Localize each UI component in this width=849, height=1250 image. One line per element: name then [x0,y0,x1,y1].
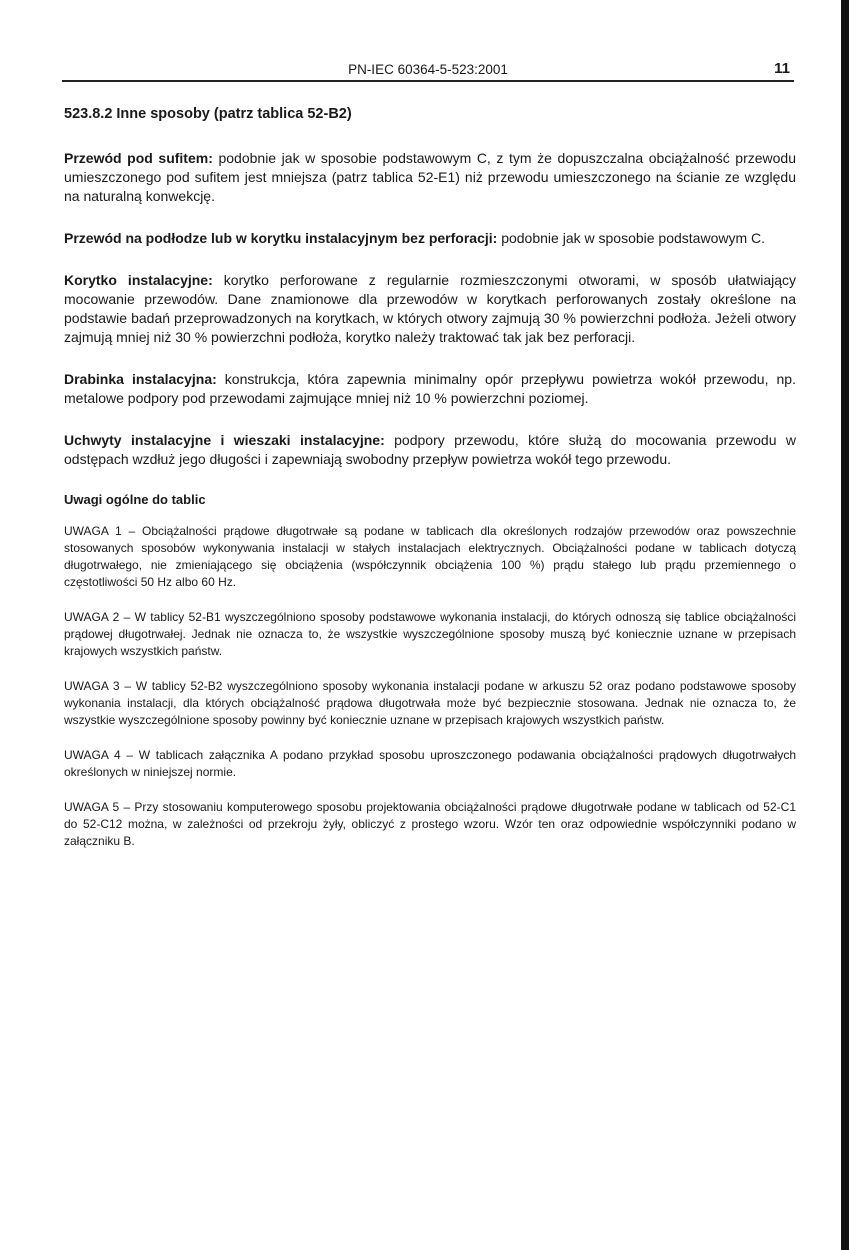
notes-heading: Uwagi ogólne do tablic [64,492,206,507]
definition-text: podobnie jak w sposobie podstawowym C, z tym że dopuszczalna obciążalność przewodu umieszczonego pod sufitem jest mniejsza (patrz tablica 52-E1) niż przewodu umieszczonego na ścianie ze względu na naturalną konwekcję. [64,150,796,204]
note-paragraph: UWAGA 3 – W tablicy 52-B2 wyszczególniono sposoby wykonania instalacji podane w arkuszu 52 oraz podano podstawowe sposoby wykonania instalacji, dla których obciążalność prądowa długotrwała może być bezpiecznie stosowana. Jednak nie oznacza to, że wszystkie wyszczególnione sposoby powinny być koniecznie uznane w przepisach krajowych wszystkich państw. [64,679,796,727]
note-paragraph: UWAGA 5 – Przy stosowaniu komputerowego sposobu projektowania obciążalności prądowe długotrwałe podane w tablicach od 52-C1 do 52-C12 można, w zależności od przekroju żyły, obliczyć z prostego wzoru. Wzór ten oraz odpowiednie współczynniki podano w załączniku B. [64,800,796,848]
definition-text: podpory przewodu, które służą do mocowania przewodu w odstępach wzdłuż jego długości i zapewniają swobodny przepływ powietrza wokół tego przewodu. [64,432,796,467]
definition-term: Przewód pod sufitem: [64,150,213,166]
definition-text: korytko perforowane z regularnie rozmieszczonymi otworami, w sposób ułatwiający mocowanie przewodów. Dane znamionowe dla przewodów w korytkach perforowanych zostały określone na podstawie badań przeprowadzonych na korytkach, w których otwory zajmują 30 % powierzchni podłoża. Jeżeli otwory zajmują mniej niż 30 % powierzchni podłoża, korytko należy traktować tak jak bez perforacji. [64,272,796,345]
definition-paragraph [64,229,796,248]
definition-paragraph [64,149,796,206]
definition-paragraph [64,271,796,347]
note-paragraph: UWAGA 2 – W tablicy 52-B1 wyszczególniono sposoby podstawowe wykonania instalacji, do których odnoszą się tablice obciążalności prądowej długotrwałej. Jednak nie oznacza to, że wszystkie wyszczególnione sposoby muszą być koniecznie uznane w przepisach krajowych wszystkich państw. [64,610,796,658]
standard-code: PN-IEC 60364-5-523:2001 [348,62,508,77]
page-number: 11 [774,60,790,77]
definition-term: Uchwyty instalacyjne i wieszaki instalacyjne: [64,432,385,448]
definition-text: podobnie jak w sposobie podstawowym C. [497,230,766,246]
definition-paragraph [64,370,796,408]
definition-term: Korytko instalacyjne: [64,272,213,288]
definition-text: konstrukcja, która zapewnia minimalny opór przepływu powietrza wokół przewodu, np. metalowe podpory pod przewodami zajmujące mniej niż 10 % powierzchni poziomej. [64,371,796,406]
note-paragraph: UWAGA 4 – W tablicach załącznika A podano przykład sposobu uproszczonego podawania obciążalności prądowych długotrwałych określonych w niniejszej normie. [64,748,796,779]
header-rule [62,80,794,82]
definition-term: Drabinka instalacyjna: [64,371,217,387]
section-heading: 523.8.2 Inne sposoby (patrz tablica 52-B2) [64,106,352,122]
note-paragraph: UWAGA 1 – Obciążalności prądowe długotrwałe są podane w tablicach dla określonych rodzajów przewodów oraz powszechnie stosowanych sposobów wykonywania instalacji w stałych instalacjach elektrycznych. Obciążalności podane w tablicach dotyczą długotrwałego, nie zmieniającego się obciążenia (współczynnik obciążenia 100 %) prądu stałego lub prądu przemiennego o częstotliwości 50 Hz albo 60 Hz. [64,524,796,589]
page-body [64,106,796,868]
scan-edge [841,0,849,1250]
definition-term: Przewód na podłodze lub w korytku instalacyjnym bez perforacji: [64,230,498,246]
page-header [62,60,794,80]
definition-paragraph [64,431,796,469]
